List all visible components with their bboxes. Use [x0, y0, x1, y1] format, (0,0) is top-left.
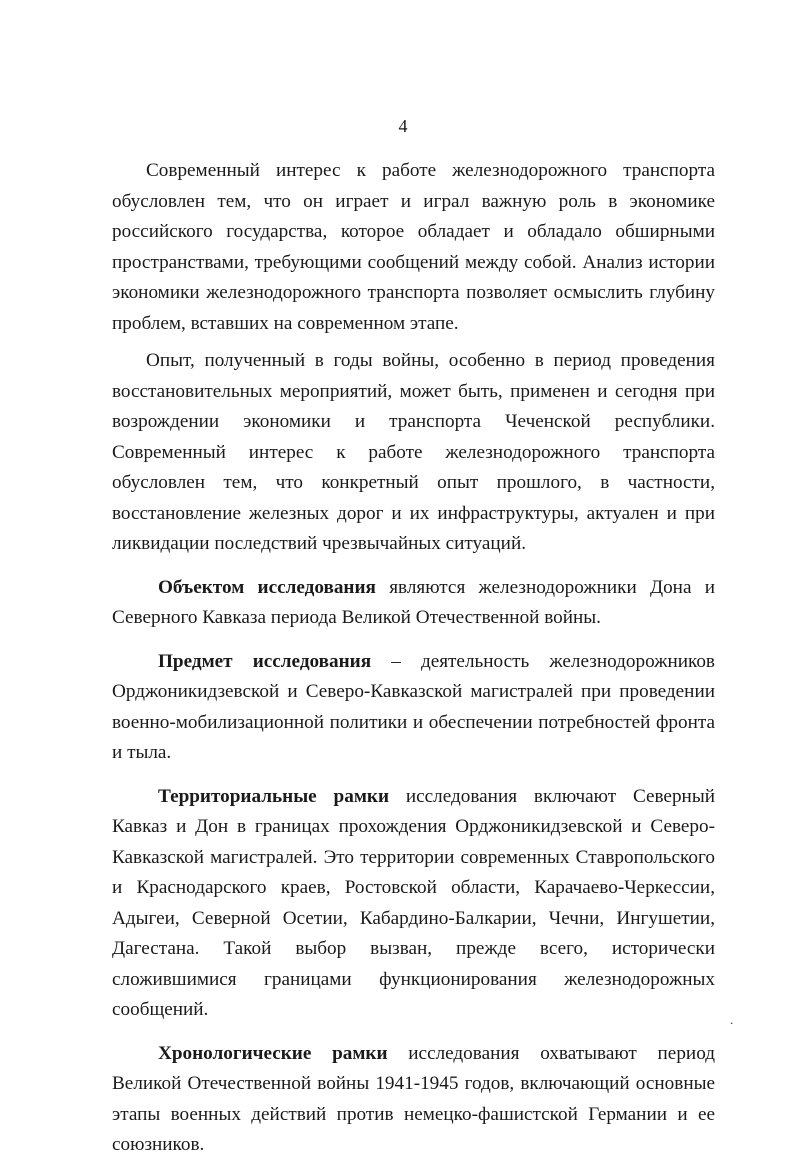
term-object: Объектом исследования — [158, 576, 376, 598]
paragraph-territory — [112, 782, 715, 1026]
paragraph-experience — [112, 346, 715, 560]
stray-mark: . — [730, 1012, 734, 1027]
paragraph-text: являются железнодорожники Дона и Северного Кавказа периода Великой Отечественной войны. — [112, 576, 715, 628]
paragraph-text: исследования включают Северный Кавказ и Дон в границах прохождения Орджоникидзевской и Северо-Кавказской магистралей. Это территории современных Ставропольского и Краснодарского краев, Ростовской области, Карачаево-Черкессии, Адыгеи, Северной Осетии, Кабардино-Балкарии, Чечни, Ингушетии, Дагестана. Такой выбор вызван, прежде всего, исторически сложившимися границами функционирования железнодорожных сообщений. — [112, 785, 715, 1020]
page-number: 4 — [398, 116, 408, 136]
paragraph-text: исследования охватывают период Великой Отечественной войны 1941-1945 годов, включающий основные этапы военных действий против немецко-фашистской Германии и ее союзников. — [112, 1042, 715, 1155]
paragraph-text: Опыт, полученный в годы войны, особенно в период проведения восстановительных мероприятий, может быть, применен и сегодня при возрождении экономики и транспорта Чеченской республики. Современный интерес к работе железнодорожного транспорта обусловлен тем, что конкретный опыт прошлого, в частности, восстановление железных дорог и их инфраструктуры, актуален и при ликвидации последствий чрезвычайных ситуаций. — [112, 350, 715, 554]
term-subject: Предмет исследования — [158, 650, 372, 672]
term-territory: Территориальные рамки — [158, 785, 389, 807]
body-text — [112, 156, 715, 1161]
paragraph-interest — [112, 156, 715, 339]
paragraph-text: – деятельность железнодорожников Орджоникидзевской и Северо-Кавказской магистралей при проведении военно-мобилизационной политики и обеспечении потребностей фронта и тыла. — [112, 650, 715, 763]
term-chronology: Хронологические рамки — [158, 1042, 388, 1064]
paragraph-text: Современный интерес к работе железнодорожного транспорта обусловлен тем, что он играет и играл важную роль в экономике российского государства, которое обладает и обладало обширными пространствами, требующими сообщений между собой. Анализ истории экономики железнодорожного транспорта позволяет осмыслить глубину проблем, вставших на современном этапе. — [112, 160, 715, 334]
paragraph-chronology — [112, 1039, 715, 1161]
paragraph-subject — [112, 647, 715, 769]
paragraph-object — [112, 573, 715, 634]
